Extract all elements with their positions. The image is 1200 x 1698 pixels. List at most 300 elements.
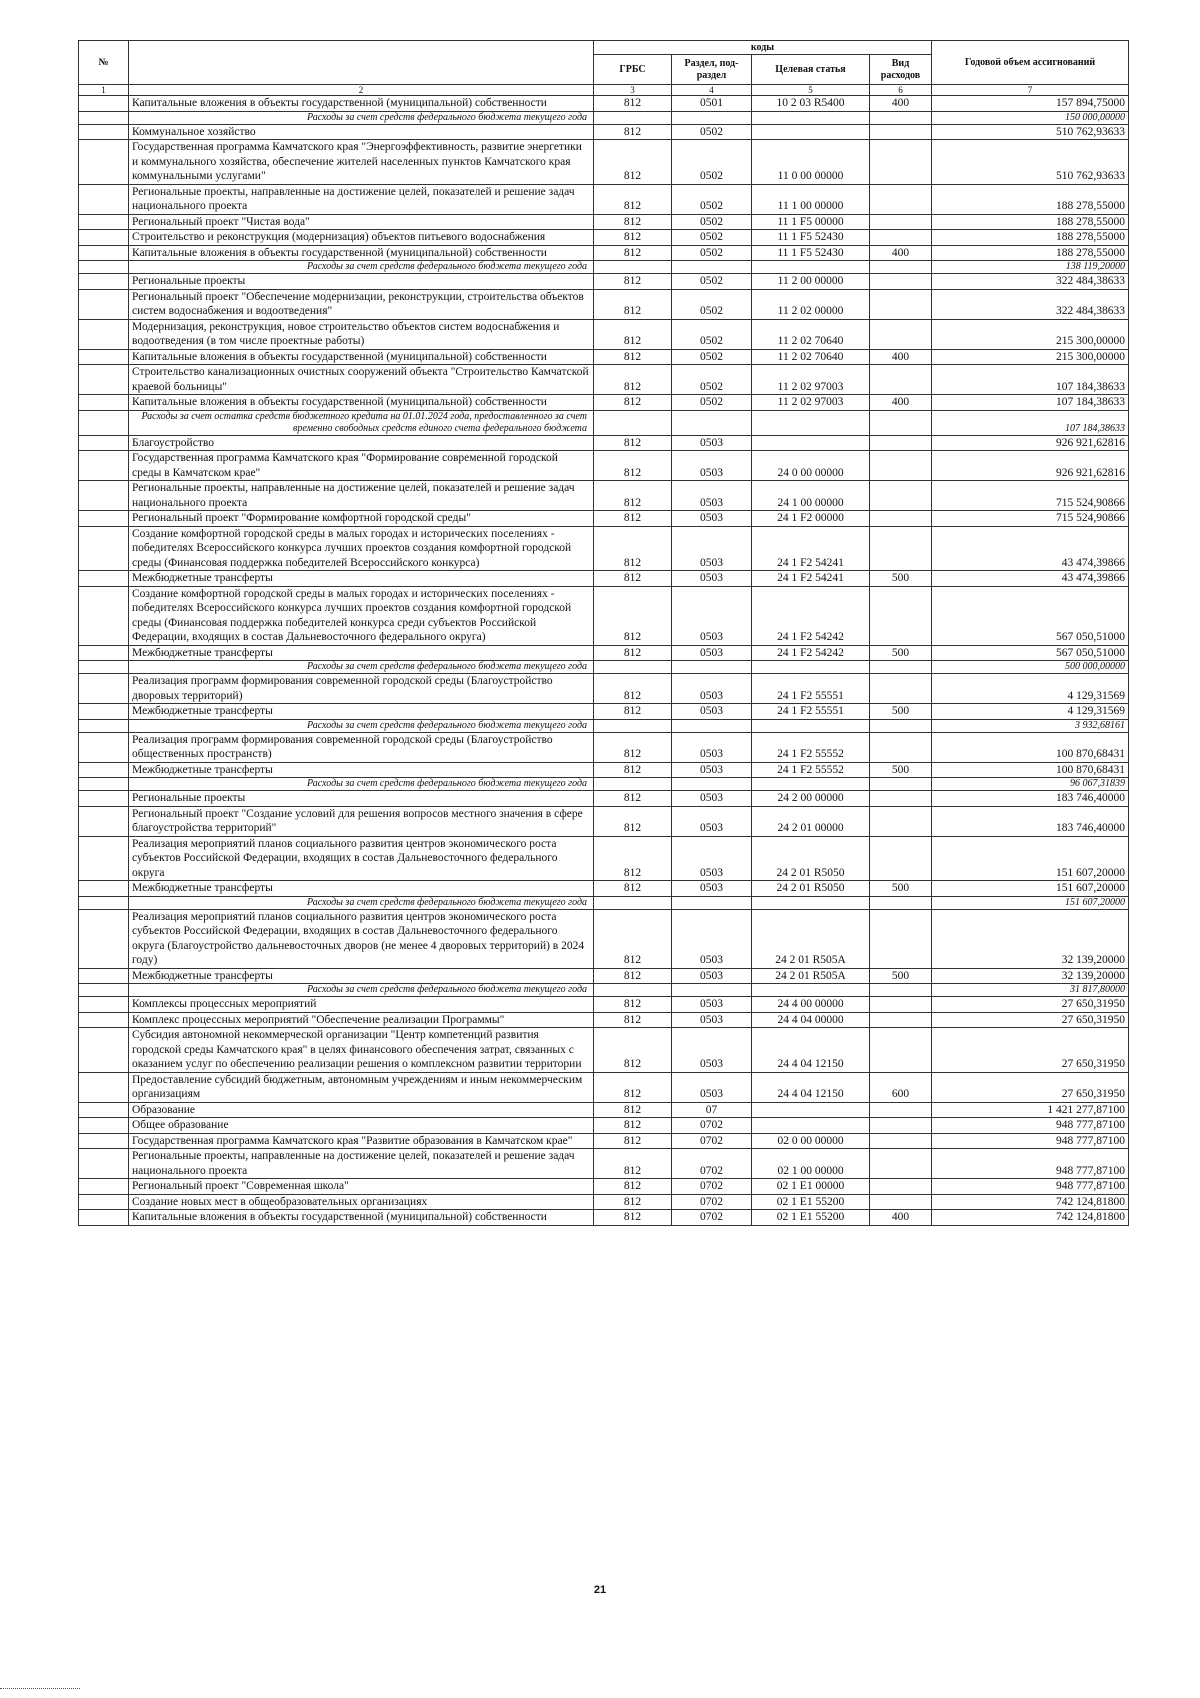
row-grbs <box>594 719 672 732</box>
table-row <box>79 881 1129 897</box>
row-target: 24 4 04 12150 <box>752 1072 870 1102</box>
row-target: 10 2 03 R5400 <box>752 96 870 112</box>
row-section: 0502 <box>672 245 752 261</box>
header-amount: Годовой объем ассигнований <box>932 41 1129 85</box>
row-amount: 4 129,31569 <box>932 674 1129 704</box>
row-grbs: 812 <box>594 481 672 511</box>
row-target <box>752 124 870 140</box>
row-vid <box>870 124 932 140</box>
colnum: 3 <box>594 85 672 96</box>
row-target <box>752 1102 870 1118</box>
row-name: Межбюджетные трансферты <box>129 762 594 778</box>
row-section: 0503 <box>672 526 752 571</box>
header-num: № <box>79 41 129 85</box>
row-vid <box>870 984 932 997</box>
row-section <box>672 111 752 124</box>
row-section: 0503 <box>672 1072 752 1102</box>
row-amount: 3 932,68161 <box>932 719 1129 732</box>
row-target: 02 1 E1 55200 <box>752 1194 870 1210</box>
row-grbs: 812 <box>594 1072 672 1102</box>
table-note-row <box>79 896 1129 909</box>
header-grbs: ГРБС <box>594 55 672 85</box>
row-num-cell <box>79 674 129 704</box>
row-name: Капитальные вложения в объекты государственной (муниципальной) собственности <box>129 245 594 261</box>
row-vid <box>870 184 932 214</box>
row-section: 0502 <box>672 214 752 230</box>
row-num-cell <box>79 111 129 124</box>
row-target <box>752 1118 870 1134</box>
row-section: 0503 <box>672 704 752 720</box>
table-row <box>79 124 1129 140</box>
row-num-cell <box>79 719 129 732</box>
row-name: Региональный проект "Современная школа" <box>129 1179 594 1195</box>
table-row <box>79 1194 1129 1210</box>
row-section <box>672 410 752 435</box>
row-amount: 926 921,62816 <box>932 451 1129 481</box>
row-target: 24 2 01 R5050 <box>752 836 870 881</box>
row-name: Комплексы процессных мероприятий <box>129 997 594 1013</box>
row-vid <box>870 481 932 511</box>
row-amount: 322 484,38633 <box>932 274 1129 290</box>
header-vid: Вид расходов <box>870 55 932 85</box>
row-grbs: 812 <box>594 1210 672 1226</box>
table-row <box>79 1012 1129 1028</box>
row-amount: 715 524,90866 <box>932 481 1129 511</box>
row-num-cell <box>79 881 129 897</box>
row-grbs: 812 <box>594 968 672 984</box>
table-header <box>79 41 1129 96</box>
row-grbs: 812 <box>594 1118 672 1134</box>
row-amount: 188 278,55000 <box>932 214 1129 230</box>
row-vid <box>870 1194 932 1210</box>
row-section: 0502 <box>672 124 752 140</box>
row-target: 24 4 04 00000 <box>752 1012 870 1028</box>
row-target: 24 1 00 00000 <box>752 481 870 511</box>
row-vid <box>870 289 932 319</box>
row-name: Государственная программа Камчатского края "Энергоэффективность, развитие энергетики и коммунального хозяйства, обеспечение жителей населенных пунктов Камчатского края коммунальными услугами" <box>129 140 594 185</box>
header-codes: коды <box>594 41 932 55</box>
row-grbs: 812 <box>594 395 672 411</box>
row-grbs: 812 <box>594 1149 672 1179</box>
table-row <box>79 1072 1129 1102</box>
row-section: 0503 <box>672 997 752 1013</box>
table-row <box>79 481 1129 511</box>
row-num-cell <box>79 245 129 261</box>
row-grbs: 812 <box>594 1133 672 1149</box>
row-vid: 600 <box>870 1072 932 1102</box>
table-row <box>79 586 1129 645</box>
row-vid <box>870 526 932 571</box>
row-amount: 948 777,87100 <box>932 1149 1129 1179</box>
row-target: 11 2 02 97003 <box>752 395 870 411</box>
table-row <box>79 274 1129 290</box>
colnum: 5 <box>752 85 870 96</box>
row-grbs: 812 <box>594 124 672 140</box>
row-section: 0702 <box>672 1210 752 1226</box>
row-section: 0702 <box>672 1133 752 1149</box>
row-section <box>672 984 752 997</box>
colnum: 6 <box>870 85 932 96</box>
row-amount: 948 777,87100 <box>932 1118 1129 1134</box>
row-num-cell <box>79 319 129 349</box>
row-vid <box>870 836 932 881</box>
row-grbs: 812 <box>594 511 672 527</box>
row-grbs: 812 <box>594 732 672 762</box>
row-target <box>752 111 870 124</box>
row-grbs <box>594 778 672 791</box>
row-target: 24 1 F2 54241 <box>752 571 870 587</box>
row-amount: 215 300,00000 <box>932 319 1129 349</box>
row-vid <box>870 1179 932 1195</box>
row-name: Капитальные вложения в объекты государственной (муниципальной) собственности <box>129 96 594 112</box>
row-section: 0503 <box>672 732 752 762</box>
row-vid <box>870 1149 932 1179</box>
table-row <box>79 214 1129 230</box>
row-section: 0502 <box>672 230 752 246</box>
row-num-cell <box>79 395 129 411</box>
table-row <box>79 96 1129 112</box>
row-vid <box>870 274 932 290</box>
row-amount: 96 067,31839 <box>932 778 1129 791</box>
row-grbs <box>594 261 672 274</box>
table-note-row <box>79 984 1129 997</box>
row-num-cell <box>79 365 129 395</box>
row-amount: 567 050,51000 <box>932 586 1129 645</box>
row-target: 24 2 00 00000 <box>752 791 870 807</box>
row-amount: 183 746,40000 <box>932 806 1129 836</box>
row-grbs: 812 <box>594 365 672 395</box>
row-name: Региональный проект "Чистая вода" <box>129 214 594 230</box>
row-grbs: 812 <box>594 836 672 881</box>
table-row <box>79 1028 1129 1073</box>
row-amount: 100 870,68431 <box>932 732 1129 762</box>
row-vid: 400 <box>870 1210 932 1226</box>
row-amount: 510 762,93633 <box>932 140 1129 185</box>
row-section: 0503 <box>672 836 752 881</box>
row-target <box>752 984 870 997</box>
row-num-cell <box>79 968 129 984</box>
row-vid <box>870 791 932 807</box>
row-num-cell <box>79 896 129 909</box>
row-num-cell <box>79 732 129 762</box>
row-amount: 43 474,39866 <box>932 571 1129 587</box>
row-target: 24 2 01 00000 <box>752 806 870 836</box>
row-vid <box>870 586 932 645</box>
row-vid: 400 <box>870 96 932 112</box>
row-target: 11 0 00 00000 <box>752 140 870 185</box>
row-num-cell <box>79 289 129 319</box>
header-section: Раздел, под-раздел <box>672 55 752 85</box>
row-name: Региональный проект "Обеспечение модернизации, реконструкции, строительства объектов систем водоснабжения и водоотведения" <box>129 289 594 319</box>
row-num-cell <box>79 571 129 587</box>
table-row <box>79 791 1129 807</box>
table-row <box>79 732 1129 762</box>
row-target <box>752 661 870 674</box>
row-vid <box>870 661 932 674</box>
row-name: Региональный проект "Формирование комфортной городской среды" <box>129 511 594 527</box>
row-grbs: 812 <box>594 586 672 645</box>
table-row <box>79 1133 1129 1149</box>
row-section: 0502 <box>672 289 752 319</box>
row-name: Расходы за счет средств федерального бюджета текущего года <box>129 719 594 732</box>
row-vid: 500 <box>870 704 932 720</box>
table-row <box>79 762 1129 778</box>
row-num-cell <box>79 806 129 836</box>
row-grbs: 812 <box>594 245 672 261</box>
row-section: 0702 <box>672 1118 752 1134</box>
row-target: 11 2 02 70640 <box>752 319 870 349</box>
row-amount: 715 524,90866 <box>932 511 1129 527</box>
row-section <box>672 719 752 732</box>
row-vid <box>870 1133 932 1149</box>
row-name: Создание новых мест в общеобразовательных организациях <box>129 1194 594 1210</box>
row-num-cell <box>79 124 129 140</box>
row-target: 11 2 02 00000 <box>752 289 870 319</box>
row-section: 0503 <box>672 586 752 645</box>
row-grbs: 812 <box>594 526 672 571</box>
row-section: 07 <box>672 1102 752 1118</box>
row-grbs: 812 <box>594 674 672 704</box>
row-name: Создание комфортной городской среды в малых городах и исторических поселениях - победителях Всероссийского конкурса лучших проектов создания комфортной городской среды (Финансовая поддержка победителей Всероссийского конкурса) <box>129 526 594 571</box>
table-row <box>79 526 1129 571</box>
row-amount: 322 484,38633 <box>932 289 1129 319</box>
table-row <box>79 1102 1129 1118</box>
row-amount: 188 278,55000 <box>932 230 1129 246</box>
row-target: 02 0 00 00000 <box>752 1133 870 1149</box>
footer-divider <box>0 1688 80 1690</box>
row-name: Расходы за счет средств федерального бюджета текущего года <box>129 778 594 791</box>
row-num-cell <box>79 1179 129 1195</box>
row-target: 11 2 02 70640 <box>752 349 870 365</box>
row-amount: 926 921,62816 <box>932 435 1129 451</box>
row-amount: 31 817,80000 <box>932 984 1129 997</box>
row-amount: 157 894,75000 <box>932 96 1129 112</box>
row-section: 0503 <box>672 909 752 968</box>
row-vid <box>870 214 932 230</box>
row-name: Комплекс процессных мероприятий "Обеспечение реализации Программы" <box>129 1012 594 1028</box>
row-vid: 500 <box>870 571 932 587</box>
table-note-row <box>79 111 1129 124</box>
row-num-cell <box>79 984 129 997</box>
row-section: 0503 <box>672 881 752 897</box>
row-vid <box>870 451 932 481</box>
row-grbs: 812 <box>594 140 672 185</box>
row-vid <box>870 1118 932 1134</box>
row-target: 11 1 00 00000 <box>752 184 870 214</box>
row-amount: 151 607,20000 <box>932 896 1129 909</box>
table-row <box>79 909 1129 968</box>
row-grbs <box>594 111 672 124</box>
row-section: 0503 <box>672 571 752 587</box>
table-note-row <box>79 261 1129 274</box>
table-note-row <box>79 661 1129 674</box>
row-vid: 400 <box>870 395 932 411</box>
row-name: Строительство канализационных очистных сооружений объекта "Строительство Камчатской краевой больницы" <box>129 365 594 395</box>
row-num-cell <box>79 140 129 185</box>
row-vid <box>870 1012 932 1028</box>
row-name: Капитальные вложения в объекты государственной (муниципальной) собственности <box>129 1210 594 1226</box>
row-vid <box>870 111 932 124</box>
row-num-cell <box>79 349 129 365</box>
colnum: 4 <box>672 85 752 96</box>
row-amount: 27 650,31950 <box>932 1012 1129 1028</box>
row-section: 0503 <box>672 481 752 511</box>
row-target: 24 1 F2 54242 <box>752 645 870 661</box>
table-row <box>79 645 1129 661</box>
row-name: Государственная программа Камчатского края "Развитие образования в Камчатском крае" <box>129 1133 594 1149</box>
row-grbs: 812 <box>594 319 672 349</box>
row-vid <box>870 140 932 185</box>
row-amount: 27 650,31950 <box>932 1028 1129 1073</box>
row-num-cell <box>79 511 129 527</box>
row-name: Расходы за счет средств федерального бюджета текущего года <box>129 261 594 274</box>
page-number: 21 <box>593 1584 607 1596</box>
table-row <box>79 1149 1129 1179</box>
row-name: Расходы за счет средств федерального бюджета текущего года <box>129 111 594 124</box>
row-name: Коммунальное хозяйство <box>129 124 594 140</box>
header-target: Целевая статья <box>752 55 870 85</box>
colnum: 1 <box>79 85 129 96</box>
row-grbs: 812 <box>594 806 672 836</box>
row-vid: 400 <box>870 245 932 261</box>
row-name: Создание комфортной городской среды в малых городах и исторических поселениях - победителях Всероссийского конкурса лучших проектов создания комфортной городской среды (Финансовая поддержка победителей конкурса среди субъектов Российской Федерации, входящих в состав Дальневосточного федерального округа) <box>129 586 594 645</box>
row-section: 0502 <box>672 274 752 290</box>
row-vid <box>870 230 932 246</box>
row-grbs: 812 <box>594 571 672 587</box>
row-name: Региональные проекты, направленные на достижение целей, показателей и решение задач национального проекта <box>129 481 594 511</box>
table-row <box>79 1210 1129 1226</box>
row-amount: 215 300,00000 <box>932 349 1129 365</box>
row-name: Общее образование <box>129 1118 594 1134</box>
row-name: Расходы за счет средств федерального бюджета текущего года <box>129 984 594 997</box>
row-grbs <box>594 661 672 674</box>
row-target: 11 2 00 00000 <box>752 274 870 290</box>
row-amount: 742 124,81800 <box>932 1194 1129 1210</box>
row-num-cell <box>79 1149 129 1179</box>
row-section: 0502 <box>672 349 752 365</box>
row-vid <box>870 997 932 1013</box>
row-num-cell <box>79 778 129 791</box>
row-section: 0503 <box>672 806 752 836</box>
row-num-cell <box>79 645 129 661</box>
row-section: 0502 <box>672 365 752 395</box>
row-grbs: 812 <box>594 1194 672 1210</box>
row-vid <box>870 674 932 704</box>
table-row <box>79 968 1129 984</box>
row-grbs: 812 <box>594 1012 672 1028</box>
row-target: 11 1 F5 52430 <box>752 230 870 246</box>
table-row <box>79 571 1129 587</box>
table-row <box>79 704 1129 720</box>
row-vid <box>870 511 932 527</box>
row-vid: 500 <box>870 645 932 661</box>
row-section: 0502 <box>672 319 752 349</box>
row-target: 24 1 F2 55551 <box>752 704 870 720</box>
row-num-cell <box>79 997 129 1013</box>
row-name: Модернизация, реконструкция, новое строительство объектов систем водоснабжения и водоотведения (в том числе проектные работы) <box>129 319 594 349</box>
row-name: Капитальные вложения в объекты государственной (муниципальной) собственности <box>129 349 594 365</box>
row-amount: 742 124,81800 <box>932 1210 1129 1226</box>
row-num-cell <box>79 791 129 807</box>
row-num-cell <box>79 184 129 214</box>
row-target: 11 2 02 97003 <box>752 365 870 395</box>
row-target <box>752 778 870 791</box>
row-section <box>672 661 752 674</box>
row-name: Строительство и реконструкция (модернизация) объектов питьевого водоснабжения <box>129 230 594 246</box>
row-target <box>752 896 870 909</box>
row-target: 24 1 F2 54241 <box>752 526 870 571</box>
row-grbs: 812 <box>594 289 672 319</box>
row-amount: 27 650,31950 <box>932 997 1129 1013</box>
row-grbs: 812 <box>594 435 672 451</box>
row-grbs: 812 <box>594 1102 672 1118</box>
row-section: 0503 <box>672 451 752 481</box>
row-target <box>752 435 870 451</box>
row-num-cell <box>79 1102 129 1118</box>
row-vid <box>870 732 932 762</box>
row-vid <box>870 365 932 395</box>
row-section <box>672 778 752 791</box>
table-row <box>79 435 1129 451</box>
row-grbs: 812 <box>594 881 672 897</box>
table-row <box>79 836 1129 881</box>
table-row <box>79 1118 1129 1134</box>
table-row <box>79 365 1129 395</box>
row-amount: 183 746,40000 <box>932 791 1129 807</box>
row-num-cell <box>79 526 129 571</box>
row-num-cell <box>79 214 129 230</box>
row-name: Региональные проекты, направленные на достижение целей, показателей и решение задач национального проекта <box>129 184 594 214</box>
row-num-cell <box>79 1118 129 1134</box>
row-target: 02 1 E1 55200 <box>752 1210 870 1226</box>
row-amount: 107 184,38633 <box>932 395 1129 411</box>
row-num-cell <box>79 1072 129 1102</box>
budget-table <box>78 40 1129 1226</box>
row-num-cell <box>79 261 129 274</box>
row-amount: 500 000,00000 <box>932 661 1129 674</box>
row-target: 24 1 F2 55552 <box>752 732 870 762</box>
row-grbs: 812 <box>594 762 672 778</box>
row-name: Реализация программ формирования современной городской среды (Благоустройство дворовых территорий) <box>129 674 594 704</box>
row-target <box>752 719 870 732</box>
row-vid <box>870 1102 932 1118</box>
row-vid <box>870 778 932 791</box>
table-row <box>79 349 1129 365</box>
row-target: 24 1 F2 55552 <box>752 762 870 778</box>
table-note-row <box>79 719 1129 732</box>
row-grbs: 812 <box>594 96 672 112</box>
row-vid <box>870 410 932 435</box>
row-vid: 500 <box>870 881 932 897</box>
row-name: Реализация мероприятий планов социального развития центров экономического роста субъектов Российской Федерации, входящих в состав Дальневосточного федерального округа <box>129 836 594 881</box>
row-name: Региональные проекты, направленные на достижение целей, показателей и решение задач национального проекта <box>129 1149 594 1179</box>
colnum: 2 <box>129 85 594 96</box>
row-num-cell <box>79 230 129 246</box>
row-grbs: 812 <box>594 645 672 661</box>
row-num-cell <box>79 96 129 112</box>
row-grbs: 812 <box>594 274 672 290</box>
row-section: 0502 <box>672 140 752 185</box>
table-row <box>79 319 1129 349</box>
row-section: 0702 <box>672 1179 752 1195</box>
row-name: Расходы за счет остатка средств бюджетного кредита на 01.01.2024 года, предоставленного за счет временно свободных средств единого счета федерального бюджета <box>129 410 594 435</box>
table-row <box>79 674 1129 704</box>
colnum: 7 <box>932 85 1129 96</box>
row-amount: 188 278,55000 <box>932 245 1129 261</box>
row-name: Государственная программа Камчатского края "Формирование современной городской среды в Камчатском крае" <box>129 451 594 481</box>
row-amount: 32 139,20000 <box>932 909 1129 968</box>
row-num-cell <box>79 410 129 435</box>
